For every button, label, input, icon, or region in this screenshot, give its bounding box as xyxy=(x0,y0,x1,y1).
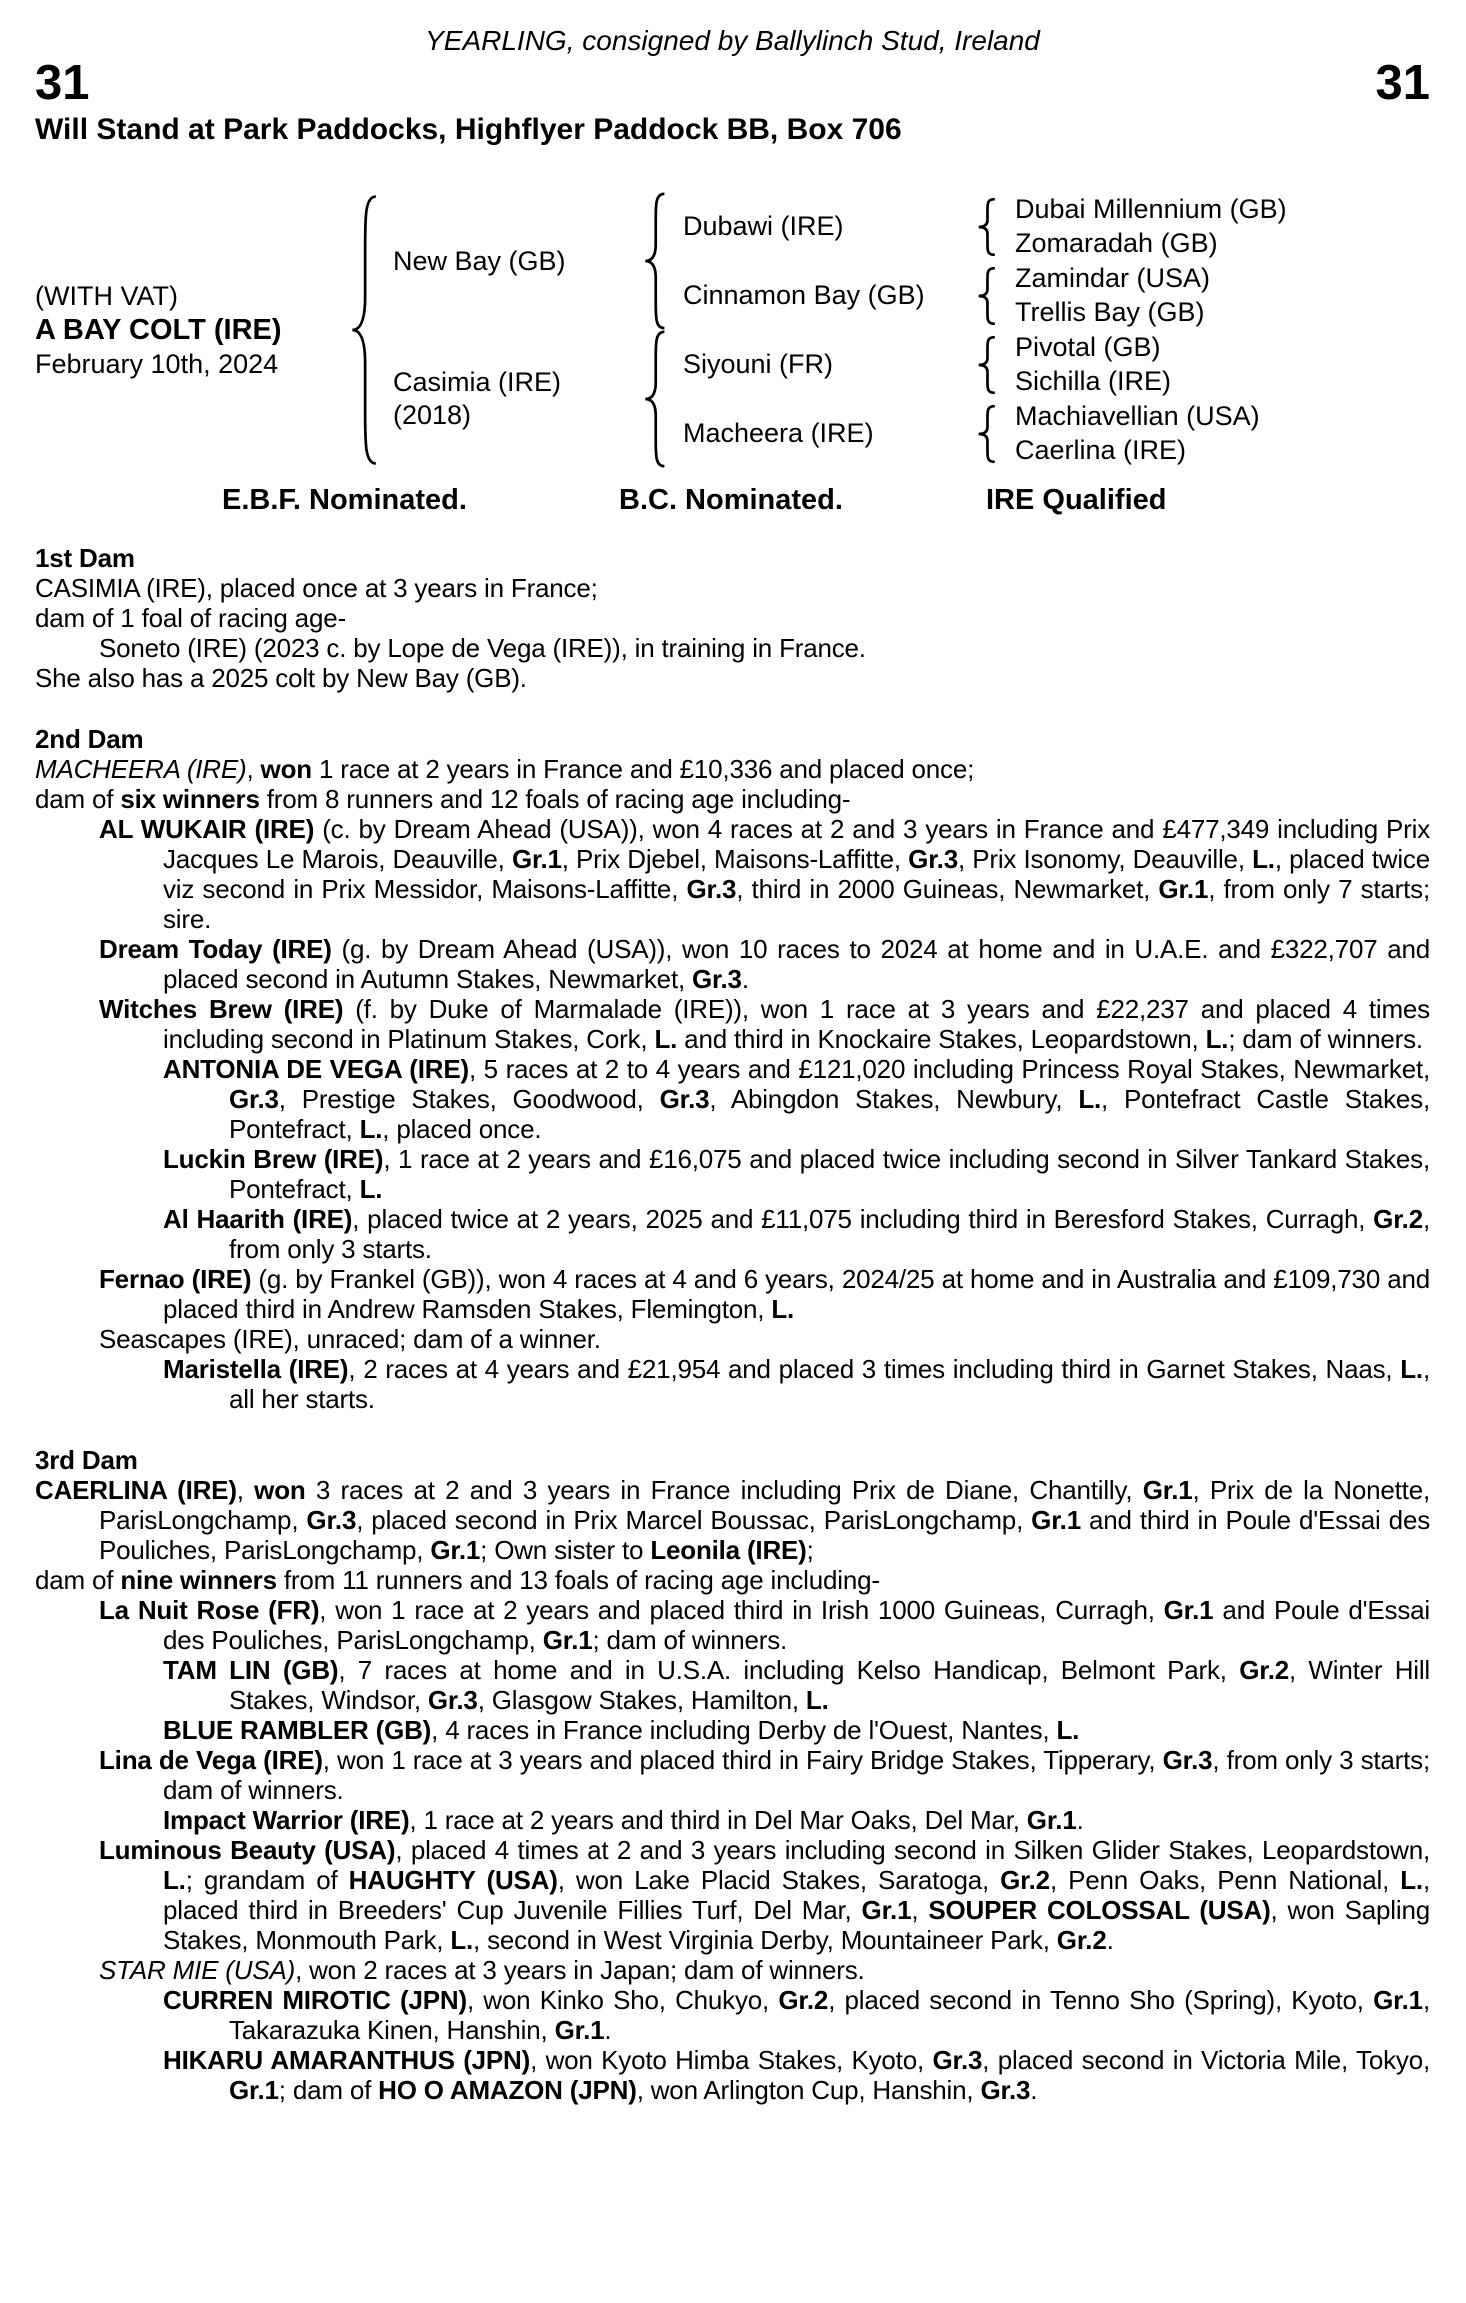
sire-name: New Bay (GB) xyxy=(393,245,566,276)
sire-sire-dam-name: Zomaradah (GB) xyxy=(1015,227,1218,258)
dam-name-line: Casimia (IRE) xyxy=(393,367,562,397)
pedigree-paragraph: HIKARU AMARANTHUS (JPN), won Kyoto Himba Stakes, Kyoto, Gr.3, placed second in Victoria Mile, Tokyo, Gr.1; dam of HO O AMAZON (JPN), won Arlington Cup, Hanshin, Gr.3. xyxy=(163,2045,1430,2105)
nomination-ebf: E.B.F. Nominated. xyxy=(222,484,467,516)
pedigree-brace xyxy=(975,267,997,325)
pedigree-paragraph: CURREN MIROTIC (JPN), won Kinko Sho, Chukyo, Gr.2, placed second in Tenno Sho (Spring), Kyoto, Gr.1, Takarazuka Kinen, Hanshin, Gr.1. xyxy=(163,1985,1430,2045)
pedigree-paragraph: Lina de Vega (IRE), won 1 race at 3 years and placed third in Fairy Bridge Stakes, Tipperary, Gr.3, from only 3 starts; dam of winners. xyxy=(99,1745,1430,1805)
lot-number-right: 31 xyxy=(1375,56,1430,110)
subject-foaling-date: February 10th, 2024 xyxy=(35,349,279,379)
sire-branch xyxy=(379,192,1287,330)
pedigree-paragraph: STAR MIE (USA), won 2 races at 3 years in Japan; dam of winners. xyxy=(99,1955,865,1985)
dam-name xyxy=(379,366,641,432)
section-heading: 1st Dam xyxy=(35,543,135,573)
pedigree-paragraph: CAERLINA (IRE), won 3 races at 2 and 3 years in France including Prix de Diane, Chantilly, Gr.1, Prix de la Nonette, ParisLongchamp, Gr.3, placed second in Prix Marcel Boussac, ParisLongchamp, Gr.1 and third in Poule d'Essai des Pouliches, ParisLongchamp, Gr.1; Own sister to Leonila (IRE); xyxy=(35,1475,1430,1565)
pedigree-paragraph: MACHEERA (IRE), won 1 race at 2 years in France and £10,336 and placed once; xyxy=(35,754,975,784)
sire-dam-branch xyxy=(667,261,1287,330)
pedigree-paragraph: Al Haarith (IRE), placed twice at 2 years, 2025 and £11,075 including third in Beresford Stakes, Curragh, Gr.2, from only 3 starts. xyxy=(163,1204,1430,1264)
pedigree-paragraph: Luminous Beauty (USA), placed 4 times at 2 and 3 years including second in Silken Glider Stakes, Leopardstown, L.; grandam of HAUGHTY (USA), won Lake Placid Stakes, Saratoga, Gr.2, Penn Oaks, Penn National, L., placed third in Breeders' Cup Juvenile Fillies Turf, Del Mar, Gr.1, SOUPER COLOSSAL (USA), won Sapling Stakes, Monmouth Park, L., second in West Virginia Derby, Mountaineer Park, Gr.2. xyxy=(99,1835,1430,1955)
catalogue-sections xyxy=(35,543,1430,2105)
section-2nd-dam xyxy=(35,724,1430,1414)
lot-number-left: 31 xyxy=(35,56,90,110)
dam-sire-branch xyxy=(667,330,1260,399)
pedigree-paragraph: ANTONIA DE VEGA (IRE), 5 races at 2 to 4 years and £121,020 including Princess Royal Stakes, Newmarket, Gr.3, Prestige Stakes, Goodwood, Gr.3, Abingdon Stakes, Newbury, L., Pontefract Castle Stakes, Pontefract, L., placed once. xyxy=(163,1054,1430,1144)
dam-dam-sire-name: Machiavellian (USA) xyxy=(1015,401,1260,431)
dam-dam-dam-name: Caerlina (IRE) xyxy=(1015,434,1187,465)
pedigree-brace xyxy=(975,198,997,256)
dam-sire-dam-name: Sichilla (IRE) xyxy=(1015,365,1172,396)
sire-sire-name: Dubawi (IRE) xyxy=(683,211,844,241)
pedigree-paragraph: CASIMIA (IRE), placed once at 3 years in France; xyxy=(35,573,598,603)
sire-sire-branch xyxy=(667,192,1287,261)
pedigree-paragraph: Witches Brew (IRE) (f. by Duke of Marmalade (IRE)), won 1 race at 3 years and £22,237 and placed 4 times including second in Platinum Stakes, Cork, L. and third in Knockaire Stakes, Leopardstown, L.; dam of winners. xyxy=(99,994,1430,1054)
pedigree-brace xyxy=(975,405,997,463)
pedigree-paragraph: Seascapes (IRE), unraced; dam of a winner. xyxy=(99,1324,601,1354)
pedigree-subject xyxy=(35,279,347,381)
nomination-bc: B.C. Nominated. xyxy=(619,484,843,516)
dam-year-line: (2018) xyxy=(393,400,472,430)
pedigree-paragraph: Maristella (IRE), 2 races at 4 years and £21,954 and placed 3 times including third in Garnet Stakes, Naas, L., all her starts. xyxy=(163,1354,1430,1414)
sire-sire-sire-name: Dubai Millennium (GB) xyxy=(1015,194,1287,224)
pedigree-brace xyxy=(975,336,997,394)
pedigree-paragraph: dam of nine winners from 11 runners and 13 foals of racing age including- xyxy=(35,1565,880,1595)
consignor-line: YEARLING, consigned by Ballylinch Stud, Ireland xyxy=(425,25,1040,56)
sire-dam-name: Cinnamon Bay (GB) xyxy=(683,280,925,310)
pedigree-paragraph: BLUE RAMBLER (GB), 4 races in France including Derby de l'Ouest, Nantes, L. xyxy=(163,1715,1080,1745)
pedigree-brace xyxy=(641,191,667,331)
dam-dam-branch xyxy=(667,399,1260,468)
pedigree-paragraph: Dream Today (IRE) (g. by Dream Ahead (USA)), won 10 races to 2024 at home and in U.A.E. and £322,707 and placed second in Autumn Stakes, Newmarket, Gr.3. xyxy=(99,934,1430,994)
stand-location: Will Stand at Park Paddocks, Highflyer Paddock BB, Box 706 xyxy=(35,113,902,146)
pedigree-brace xyxy=(347,191,379,469)
pedigree-paragraph: She also has a 2025 colt by New Bay (GB). xyxy=(35,663,527,693)
pedigree-paragraph: TAM LIN (GB), 7 races at home and in U.S.A. including Kelso Handicap, Belmont Park, Gr.2, Winter Hill Stakes, Windsor, Gr.3, Glasgow Stakes, Hamilton, L. xyxy=(163,1655,1431,1715)
section-heading: 3rd Dam xyxy=(35,1445,138,1475)
pedigree-paragraph: La Nuit Rose (FR), won 1 race at 2 years and placed third in Irish 1000 Guineas, Curragh, Gr.1 and Poule d'Essai des Pouliches, ParisLongchamp, Gr.1; dam of winners. xyxy=(99,1595,1430,1655)
subject-name: A BAY COLT (IRE) xyxy=(35,314,282,346)
sire-dam-dam-name: Trellis Bay (GB) xyxy=(1015,296,1205,327)
dam-sire-name: Siyouni (FR) xyxy=(683,349,834,379)
pedigree-paragraph: Soneto (IRE) (2023 c. by Lope de Vega (IRE)), in training in France. xyxy=(99,633,866,663)
pedigree-paragraph: dam of 1 foal of racing age- xyxy=(35,603,346,633)
lot-number-row xyxy=(35,56,1430,110)
section-1st-dam xyxy=(35,543,1430,693)
pedigree-paragraph: Fernao (IRE) (g. by Frankel (GB)), won 4 races at 4 and 6 years, 2024/25 at home and in Australia and £109,730 and placed third in Andrew Ramsden Stakes, Flemington, L. xyxy=(99,1264,1430,1324)
dam-branch xyxy=(379,330,1287,468)
dam-sire-sire-name: Pivotal (GB) xyxy=(1015,332,1161,362)
sire-dam-sire-name: Zamindar (USA) xyxy=(1015,263,1211,293)
section-3rd-dam xyxy=(35,1445,1430,2105)
nominations-row xyxy=(35,484,1430,516)
pedigree-tree xyxy=(35,192,1430,468)
nomination-ire: IRE Qualified xyxy=(986,484,1167,516)
pedigree-paragraph: AL WUKAIR (IRE) (c. by Dream Ahead (USA)), won 4 races at 2 and 3 years in France and £477,349 including Prix Jacques Le Marois, Deauville, Gr.1, Prix Djebel, Maisons-Laffitte, Gr.3, Prix Isonomy, Deauville, L., placed twice viz second in Prix Messidor, Maisons-Laffitte, Gr.3, third in 2000 Guineas, Newmarket, Gr.1, from only 7 starts; sire. xyxy=(99,814,1431,934)
pedigree-paragraph: Impact Warrior (IRE), 1 race at 2 years and third in Del Mar Oaks, Del Mar, Gr.1. xyxy=(163,1805,1084,1835)
vat-note: (WITH VAT) xyxy=(35,281,178,311)
pedigree-brace xyxy=(641,329,667,469)
dam-dam-name: Macheera (IRE) xyxy=(683,418,874,448)
pedigree-paragraph: Luckin Brew (IRE), 1 race at 2 years and £16,075 and placed twice including second in Silver Tankard Stakes, Pontefract, L. xyxy=(163,1144,1430,1204)
section-heading: 2nd Dam xyxy=(35,724,144,754)
pedigree-paragraph: dam of six winners from 8 runners and 12 foals of racing age including- xyxy=(35,784,851,814)
